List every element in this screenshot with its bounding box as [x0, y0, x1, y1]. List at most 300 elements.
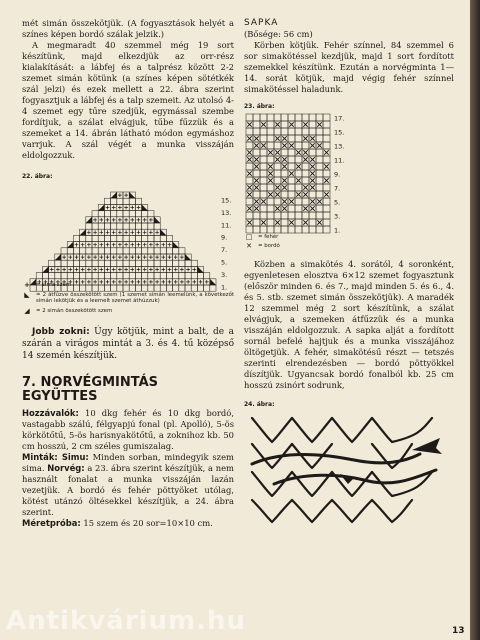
grid-cell — [295, 219, 302, 226]
burgundy-cross-mark — [282, 199, 286, 203]
grid-cell — [253, 128, 260, 135]
grid-cell — [288, 177, 295, 184]
burgundy-cross-mark — [261, 143, 265, 147]
stockinette-label: Simu: — [57, 452, 89, 462]
grid-cell — [323, 135, 330, 142]
grid-cell — [281, 121, 288, 128]
grid-cell — [323, 184, 330, 191]
grid-cell — [267, 121, 274, 128]
grid-cell — [148, 248, 154, 254]
grid-cell — [253, 226, 260, 233]
knit-mark — [124, 218, 128, 222]
knit-mark — [112, 255, 116, 259]
burgundy-cross-mark — [247, 157, 251, 161]
knit-mark — [149, 255, 153, 259]
burgundy-cross-mark — [275, 150, 279, 154]
grid-cell — [98, 223, 104, 229]
knit-mark — [99, 268, 103, 272]
knit-mark — [99, 218, 103, 222]
grid-cell — [80, 248, 86, 254]
grid-cell — [86, 273, 92, 279]
grid-cell — [154, 273, 160, 279]
grid-cell — [316, 163, 323, 170]
grid-cell — [316, 205, 323, 212]
knit-mark — [155, 230, 159, 234]
grid-cell — [253, 114, 260, 121]
grid-cell — [295, 142, 302, 149]
right-decrease-symbol-icon: ◢ — [24, 306, 30, 315]
grid-cell — [260, 114, 267, 121]
knit-mark — [106, 268, 110, 272]
grid-cell — [104, 211, 110, 217]
grid-cell — [295, 184, 302, 191]
figure-24-label: 24. ábra: — [244, 401, 275, 408]
knit-mark — [112, 243, 116, 247]
knit-mark — [124, 268, 128, 272]
grid-cell — [260, 149, 267, 156]
figure-22-grid — [30, 192, 216, 291]
grid-cell — [104, 260, 110, 266]
grid-cell — [166, 248, 172, 254]
grid-cell — [104, 235, 110, 241]
grid-cell — [309, 114, 316, 121]
burgundy-cross-mark — [254, 157, 258, 161]
burgundy-cross-mark — [268, 178, 272, 182]
grid-cell — [142, 211, 148, 217]
section-heading — [22, 376, 234, 404]
grid-cell — [267, 156, 274, 163]
grid-cell — [281, 226, 288, 233]
grid-cell — [288, 191, 295, 198]
knit-mark — [168, 255, 172, 259]
figure-23-label: 23. ábra: — [244, 103, 275, 110]
burgundy-cross-mark — [310, 136, 314, 140]
grid-cell — [246, 212, 253, 219]
knit-mark — [118, 243, 122, 247]
burgundy-cross-mark — [289, 220, 293, 224]
grid-cell — [117, 198, 123, 204]
knit-mark — [50, 268, 54, 272]
knit-mark — [124, 206, 128, 210]
grid-cell — [86, 223, 92, 229]
figure-22-label: 22. ábra: — [22, 173, 53, 180]
grid-cell — [274, 128, 281, 135]
decrease-mark — [173, 242, 179, 248]
burgundy-cross-mark — [296, 164, 300, 168]
grid-cell — [160, 273, 166, 279]
grid-cell — [267, 205, 274, 212]
right-sock-label: Jobb zokni: — [32, 327, 90, 337]
grid-cell — [302, 128, 309, 135]
grid-cell — [135, 248, 141, 254]
grid-cell — [323, 226, 330, 233]
grid-cell — [260, 226, 267, 233]
norwegian-text: a 23. ábra szerint készítjük, a nem használt fonalat a munka visszáján lazán vezetjük. A bordó és fehér pöttyöket utólag, kötést utánzó öltésekkel készítjük, a 24. ábra szerint. — [22, 463, 234, 517]
grid-cell — [111, 235, 117, 241]
grid-cell — [309, 219, 316, 226]
burgundy-cross-mark — [317, 122, 321, 126]
grid-cell — [253, 191, 260, 198]
row-number: 11. — [334, 156, 345, 165]
grid-cell — [260, 170, 267, 177]
gauge-label: Méretpróba: — [22, 518, 81, 528]
grid-cell — [267, 135, 274, 142]
burgundy-cross-mark — [310, 143, 314, 147]
knit-mark — [130, 206, 134, 210]
grid-cell — [288, 212, 295, 219]
grid-cell — [92, 260, 98, 266]
knit-mark — [192, 268, 196, 272]
knit-mark — [62, 268, 66, 272]
grid-cell — [316, 170, 323, 177]
burgundy-cross-mark — [303, 185, 307, 189]
grid-cell — [55, 273, 61, 279]
burgundy-cross-mark — [296, 178, 300, 182]
knit-mark — [93, 218, 97, 222]
knit-mark — [168, 268, 172, 272]
grid-cell — [316, 135, 323, 142]
figure-22-legend — [22, 282, 234, 314]
knit-mark — [137, 255, 141, 259]
paragraph-hat-start: Körben kötjük. Fehér színnel, 84 szemmel 6 sor simakötéssel kezdjük, majd 1 sort fordított szemekkel készítünk. Ezután a norvégminta 1—14. sorát kötjük, majd végig fehér színnel simakötéssel haladunk. — [244, 40, 454, 94]
grid-cell — [295, 205, 302, 212]
grid-cell — [274, 170, 281, 177]
grid-cell — [166, 273, 172, 279]
knit-mark — [137, 268, 141, 272]
grid-cell — [253, 212, 260, 219]
knit-mark — [112, 230, 116, 234]
knit-mark — [155, 243, 159, 247]
grid-cell — [246, 128, 253, 135]
grid-cell — [148, 260, 154, 266]
grid-cell — [166, 260, 172, 266]
grid-cell — [274, 198, 281, 205]
decrease-mark — [86, 217, 92, 223]
grid-cell — [260, 128, 267, 135]
decrease-mark — [154, 217, 160, 223]
knit-mark — [93, 243, 97, 247]
burgundy-cross-mark — [268, 164, 272, 168]
burgundy-cross-mark — [310, 178, 314, 182]
grid-cell — [246, 198, 253, 205]
grid-cell — [267, 212, 274, 219]
knit-mark — [168, 243, 172, 247]
row-number: 5. — [334, 198, 341, 207]
grid-cell — [260, 135, 267, 142]
burgundy-cross-mark — [317, 220, 321, 224]
section-title-line-2: EGYÜTTES — [22, 389, 98, 404]
grid-cell — [191, 260, 197, 266]
grid-cell — [185, 260, 191, 266]
knit-mark — [143, 255, 147, 259]
hat-size: (Bősége: 56 cm) — [244, 29, 313, 39]
knit-mark — [87, 230, 91, 234]
page-number: 13 — [452, 626, 465, 636]
grid-cell — [316, 226, 323, 233]
grid-cell — [246, 163, 253, 170]
knit-mark — [93, 255, 97, 259]
knit-mark — [81, 255, 85, 259]
burgundy-cross-mark — [289, 171, 293, 175]
grid-cell — [111, 273, 117, 279]
grid-cell — [86, 260, 92, 266]
decrease-mark — [197, 266, 203, 272]
decrease-mark — [111, 192, 117, 198]
burgundy-cross-mark — [254, 185, 258, 189]
knit-mark — [174, 255, 178, 259]
grid-cell — [302, 226, 309, 233]
grid-cell — [281, 219, 288, 226]
grid-cell — [204, 273, 210, 279]
knit-mark — [180, 268, 184, 272]
grid-cell — [92, 273, 98, 279]
burgundy-cross-mark — [296, 192, 300, 196]
knit-mark — [130, 243, 134, 247]
grid-cell — [295, 121, 302, 128]
knit-mark — [155, 255, 159, 259]
grid-cell — [117, 260, 123, 266]
grid-cell — [309, 149, 316, 156]
grid-cell — [302, 177, 309, 184]
legend-text: = fehér — [258, 234, 279, 240]
row-number: 1. — [334, 226, 341, 235]
grid-cell — [135, 273, 141, 279]
grid-cell — [316, 156, 323, 163]
grid-cell — [288, 156, 295, 163]
grid-cell — [179, 260, 185, 266]
knit-mark — [106, 218, 110, 222]
grid-cell — [316, 191, 323, 198]
row-number: 3. — [221, 270, 228, 279]
row-number: 9. — [334, 170, 341, 179]
knit-mark — [118, 193, 122, 197]
grid-cell — [260, 184, 267, 191]
row-number: 11. — [221, 221, 232, 230]
grid-cell — [288, 205, 295, 212]
grid-cell — [323, 198, 330, 205]
grid-cell — [111, 198, 117, 204]
paragraph-patterns — [22, 452, 234, 518]
knit-mark — [186, 268, 190, 272]
grid-cell — [104, 273, 110, 279]
grid-cell — [117, 273, 123, 279]
knit-mark — [68, 255, 72, 259]
burgundy-cross-mark — [247, 150, 251, 154]
grid-cell — [267, 226, 274, 233]
grid-cell — [323, 212, 330, 219]
burgundy-cross-mark — [317, 143, 321, 147]
grid-cell — [104, 198, 110, 204]
paragraph-materials — [22, 408, 234, 452]
row-number: 3. — [334, 212, 341, 221]
burgundy-cross-mark — [247, 185, 251, 189]
grid-cell — [129, 248, 135, 254]
burgundy-cross-mark — [254, 136, 258, 140]
patterns-text: Minden sorban, mindegyik szem sima. — [22, 452, 234, 473]
grid-cell — [129, 273, 135, 279]
knit-mark — [161, 268, 165, 272]
burgundy-cross-mark — [303, 192, 307, 196]
grid-cell — [191, 273, 197, 279]
grid-cell — [80, 273, 86, 279]
grid-cell — [274, 142, 281, 149]
grid-cell — [288, 184, 295, 191]
grid-cell — [111, 260, 117, 266]
decrease-mark — [160, 229, 166, 235]
knit-mark — [124, 255, 128, 259]
grid-cell — [197, 273, 203, 279]
grid-cell — [274, 212, 281, 219]
grid-cell — [80, 235, 86, 241]
burgundy-cross-mark — [247, 136, 251, 140]
hat-heading: SAPKA — [244, 18, 279, 28]
knit-mark — [99, 243, 103, 247]
grid-cell — [274, 163, 281, 170]
legend-row-skp — [22, 292, 234, 305]
knit-mark — [130, 255, 134, 259]
page-edge-shadow — [470, 0, 480, 640]
grid-cell — [295, 135, 302, 142]
knit-mark — [155, 268, 159, 272]
grid-cell — [111, 211, 117, 217]
grid-cell — [274, 177, 281, 184]
grid-cell — [142, 248, 148, 254]
grid-cell — [281, 191, 288, 198]
row-number: 13. — [334, 142, 345, 151]
burgundy-cross-mark — [310, 171, 314, 175]
burgundy-cross-mark — [310, 199, 314, 203]
burgundy-cross-mark — [254, 178, 258, 182]
left-column — [22, 18, 234, 529]
grid-cell — [129, 223, 135, 229]
grid-cell — [288, 163, 295, 170]
grid-cell — [73, 260, 79, 266]
grid-cell — [98, 248, 104, 254]
knit-mark — [143, 230, 147, 234]
knit-mark — [149, 218, 153, 222]
knit-mark — [75, 268, 79, 272]
grid-cell — [142, 260, 148, 266]
grid-cell — [92, 223, 98, 229]
grid-cell — [49, 260, 55, 266]
knit-mark — [75, 243, 79, 247]
grid-cell — [281, 170, 288, 177]
knit-mark — [118, 206, 122, 210]
burgundy-cross-mark — [261, 220, 265, 224]
decrease-mark — [142, 204, 148, 210]
burgundy-cross-mark — [289, 122, 293, 126]
burgundy-cross-mark — [282, 185, 286, 189]
burgundy-cross-mark — [254, 199, 258, 203]
grid-cell — [323, 128, 330, 135]
burgundy-cross-mark — [289, 199, 293, 203]
paragraph-right-sock — [22, 326, 234, 362]
knit-mark — [118, 255, 122, 259]
burgundy-cross-mark — [275, 185, 279, 189]
grid-cell — [323, 170, 330, 177]
grid-cell — [160, 235, 166, 241]
grid-cell — [142, 273, 148, 279]
grid-cell — [98, 273, 104, 279]
burgundy-cross-mark — [310, 157, 314, 161]
burgundy-cross-mark — [254, 206, 258, 210]
knit-mark — [161, 243, 165, 247]
grid-cell — [73, 248, 79, 254]
grid-cell — [166, 235, 172, 241]
grid-cell — [246, 226, 253, 233]
decrease-mark — [80, 229, 86, 235]
burgundy-cross-mark — [247, 206, 251, 210]
grid-cell — [92, 235, 98, 241]
grid-cell — [61, 260, 67, 266]
grid-cell — [246, 114, 253, 121]
grid-cell — [61, 273, 67, 279]
burgundy-cross-mark — [275, 192, 279, 196]
grid-cell — [316, 128, 323, 135]
grid-cell — [323, 205, 330, 212]
grid-cell — [323, 219, 330, 226]
decrease-mark — [185, 254, 191, 260]
burgundy-cross-mark — [303, 136, 307, 140]
grid-cell — [185, 273, 191, 279]
row-number: 17. — [334, 114, 345, 123]
knit-mark — [56, 268, 60, 272]
knit-mark — [161, 255, 165, 259]
grid-cell — [160, 248, 166, 254]
row-number: 1. — [221, 283, 228, 292]
grid-cell — [73, 235, 79, 241]
grid-cell — [260, 163, 267, 170]
knit-mark — [118, 268, 122, 272]
knit-mark — [149, 268, 153, 272]
grid-cell — [98, 235, 104, 241]
figure-23-row-numbers — [334, 114, 344, 234]
grid-cell — [260, 191, 267, 198]
grid-cell — [135, 211, 141, 217]
grid-cell — [267, 128, 274, 135]
paragraph-hat-decrease: Közben a simakötés 4. sorától, 4 soronként, egyenletesen elosztva 6×12 szemet fogyasztunk (először minden 6. és 7., majd minden 5. és 6., 4. és 5. stb. szemet simán összekötjük). A maradék 12 szemmel még 2 sort készítünk, a szálat elvágjuk, a szemeken átfűzzük és a munka visszáján eldolgozzuk. A sapka alját a fordított sornál befelé hajtjuk és a munka visszájához öltögetjük. A fehér, simakötésű részt — tetszés szerinti elrendezésben — bordó pöttyökkel díszítjük. Ugyancsak bordó fonalból kb. 25 cm hosszú zsinórt sodrunk, — [244, 259, 454, 390]
knit-mark — [112, 218, 116, 222]
knit-mark — [93, 230, 97, 234]
burgundy-cross-mark — [282, 178, 286, 182]
grid-cell — [117, 211, 123, 217]
burgundy-cross-mark — [282, 136, 286, 140]
grid-cell — [111, 248, 117, 254]
knit-mark — [124, 243, 128, 247]
knit-mark — [124, 193, 128, 197]
grid-cell — [267, 219, 274, 226]
grid-cell — [323, 156, 330, 163]
grid-cell — [148, 223, 154, 229]
burgundy-cross-mark — [282, 143, 286, 147]
knit-mark — [87, 255, 91, 259]
legend-row-k2tog — [22, 308, 234, 315]
grid-cell — [135, 198, 141, 204]
legend-row-burgundy — [244, 243, 454, 250]
burgundy-cross-mark — [247, 192, 251, 196]
grid-cell — [104, 248, 110, 254]
grid-cell — [260, 212, 267, 219]
grid-cell — [302, 212, 309, 219]
knit-mark — [149, 243, 153, 247]
grid-cell — [135, 223, 141, 229]
knit-mark — [143, 268, 147, 272]
grid-cell — [142, 235, 148, 241]
grid-cell — [267, 142, 274, 149]
grid-cell — [295, 128, 302, 135]
grid-cell — [274, 114, 281, 121]
knit-mark — [75, 255, 79, 259]
